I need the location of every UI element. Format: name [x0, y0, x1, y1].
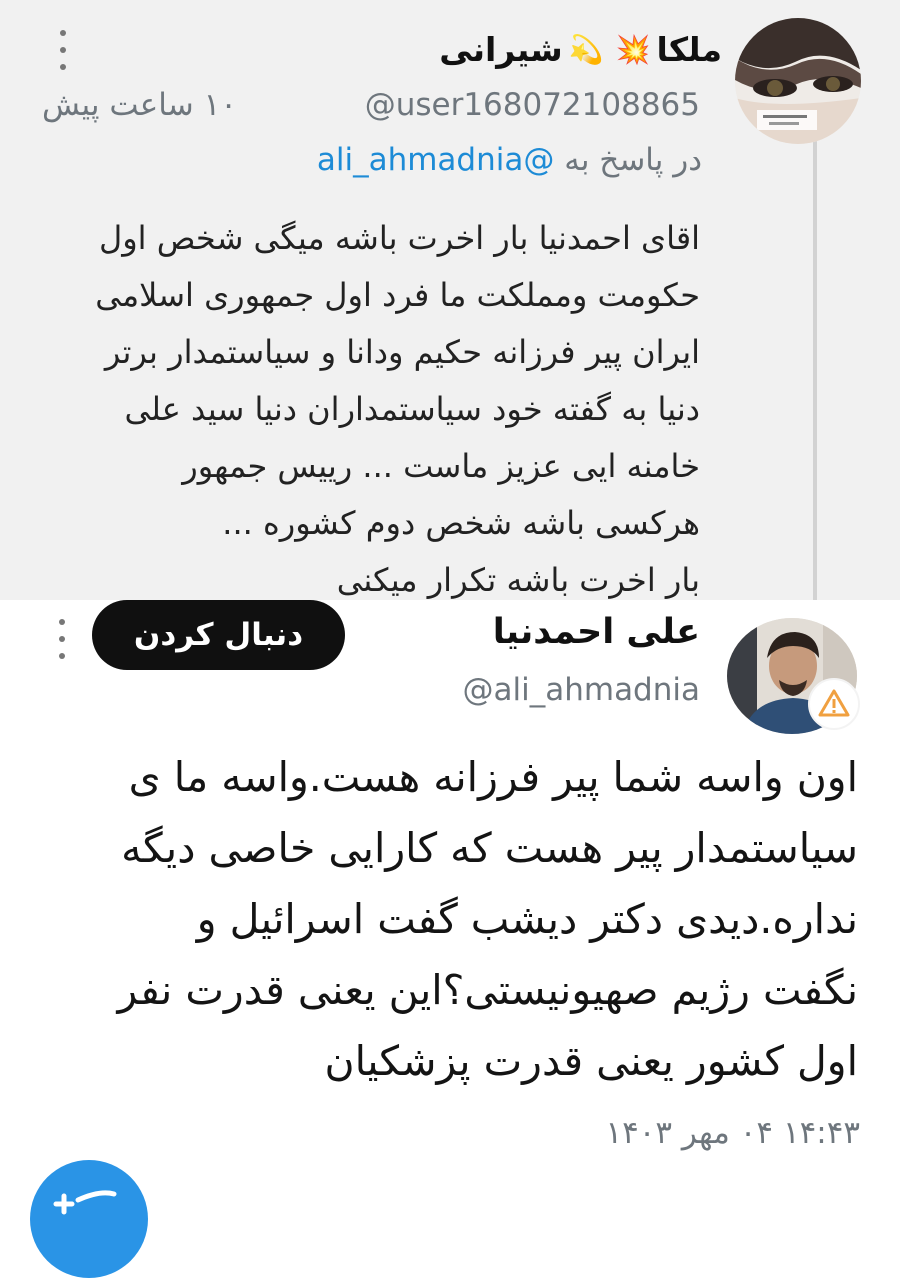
reply-author-handle[interactable]: @user168072108865 — [364, 87, 700, 123]
reply-text-line: اقای احمدنیا بار اخرت باشه میگی شخص اول — [98, 219, 700, 257]
tweet-text-line: اول کشور یعنی قدرت پزشکیان — [324, 1037, 858, 1085]
compose-button[interactable] — [30, 1160, 148, 1278]
reply-time-ago: ۱۰ ساعت پیش — [42, 87, 237, 123]
tweet-text — [28, 742, 858, 1097]
reply-more-options-icon[interactable] — [54, 30, 72, 70]
reply-text-line: هرکسی باشه شخص دوم کشوره ... — [222, 504, 700, 542]
tweet-author-handle[interactable]: @ali_ahmadnia — [462, 672, 700, 708]
reply-tweet-card[interactable] — [0, 0, 900, 600]
compose-icon — [30, 1160, 148, 1278]
explosion-emoji: 💥 — [615, 32, 651, 66]
reply-to-prefix: در پاسخ به — [564, 142, 702, 178]
sparkle-emoji: 💫 — [568, 32, 604, 66]
reply-text-line: بار اخرت باشه تکرار میکنی — [336, 561, 700, 599]
reply-author-name: ملکا — [656, 29, 722, 69]
reply-to-mention-link[interactable]: @ali_ahmadnia — [316, 142, 555, 178]
thread-connector-line — [813, 140, 817, 600]
reply-author-avatar[interactable] — [735, 18, 861, 144]
reply-text-line: دنیا به گفته خود سیاستمداران دنیا سید علی — [124, 390, 700, 428]
tweet-text-line: سیاستمدار پیر هست که کارایی خاصی دیگه — [121, 824, 858, 872]
tweet-text-line: نگفت رژیم صهیونیستی؟این یعنی قدرت نفر — [117, 966, 858, 1014]
tweet-author-name[interactable]: علی احمدنیا — [492, 612, 700, 652]
follow-button[interactable]: دنبال کردن — [92, 600, 345, 670]
reply-text-line: حکومت ومملکت ما فرد اول جمهوری اسلامی — [95, 276, 700, 314]
tweet-timestamp[interactable]: ۱۴:۴۳ ۰۴ مهر ۱۴۰۳ — [605, 1115, 860, 1151]
reply-text-line: خامنه ایی عزیز ماست ... رییس جمهور — [182, 447, 700, 485]
reply-to-line — [317, 142, 702, 178]
reply-text — [40, 210, 700, 609]
tweet-text-line: اون واسه شما پیر فرزانه هست.واسه ما ی — [128, 753, 858, 801]
reply-author-surname: شیرانی — [439, 29, 563, 69]
warning-badge — [808, 678, 860, 730]
reply-text-line: ایران پیر فرزانه حکیم ودانا و سیاستمدار برتر — [104, 333, 700, 371]
tweet-more-options-icon[interactable] — [53, 619, 71, 659]
tweet-text-line: نداره.دیدی دکتر دیشب گفت اسرائیل و — [196, 895, 858, 943]
reply-author-name-row — [439, 26, 722, 72]
warning-icon — [810, 680, 858, 728]
